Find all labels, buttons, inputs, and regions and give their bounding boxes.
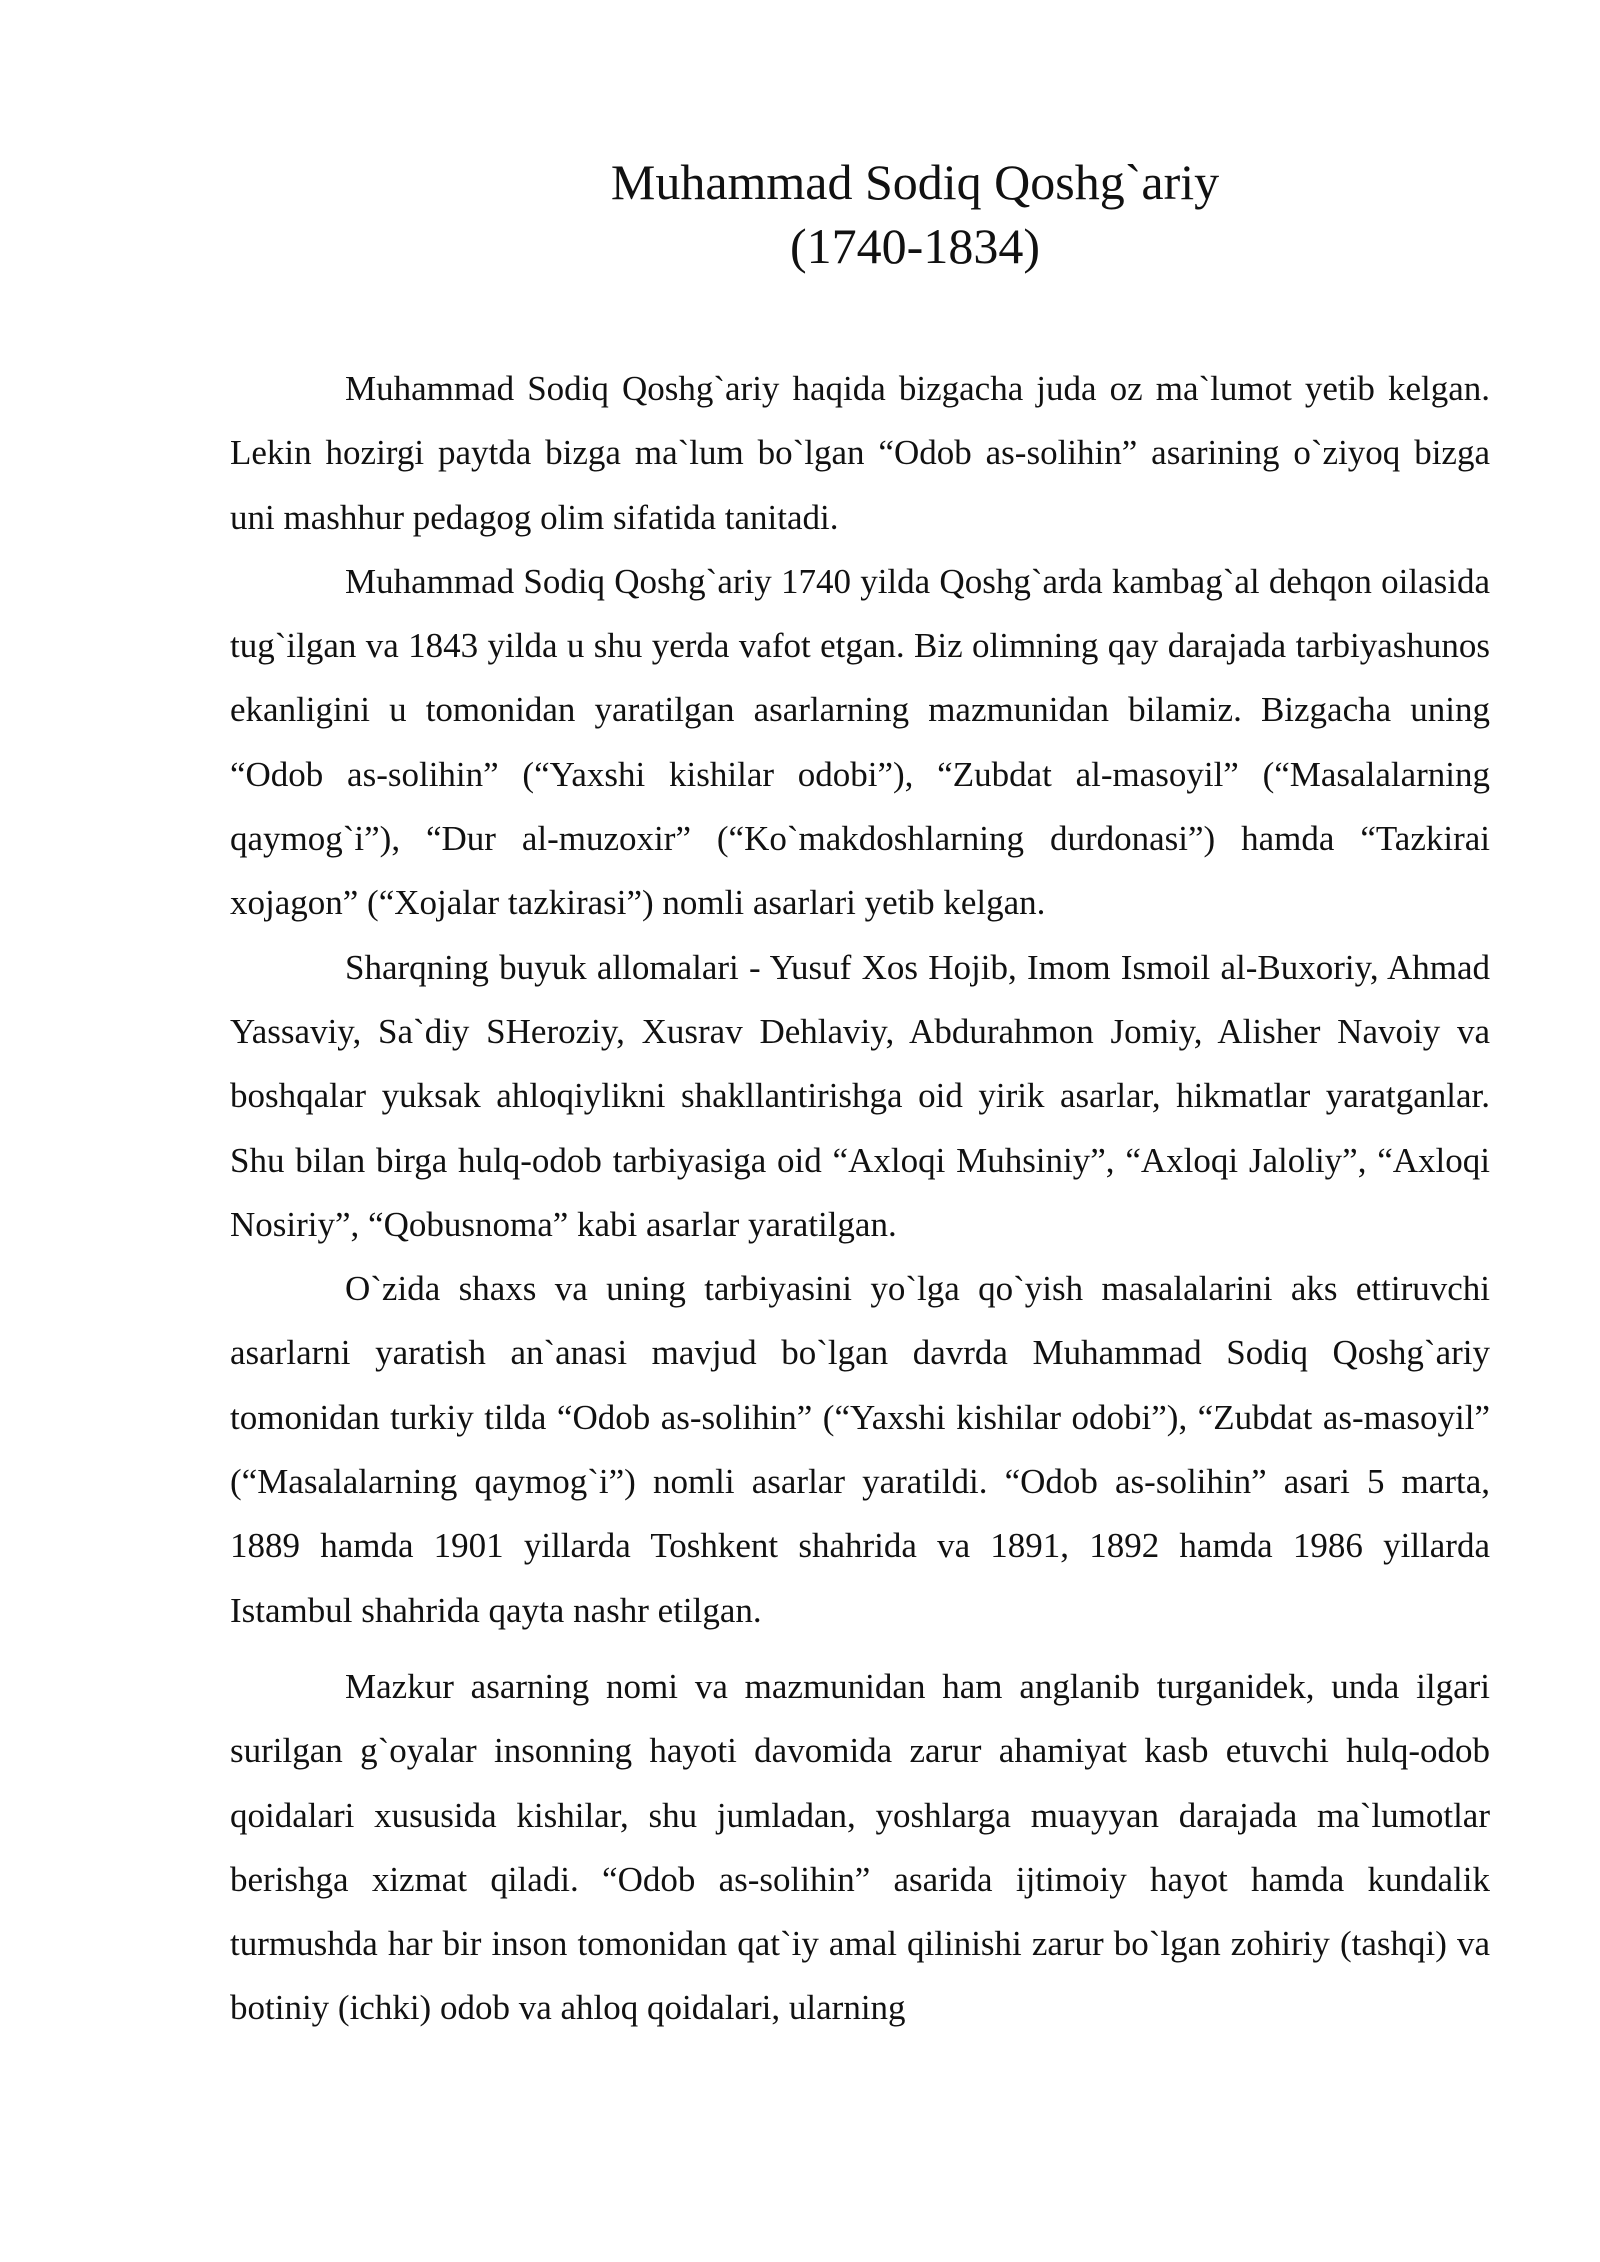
document-title: Muhammad Sodiq Qoshg`ariy xyxy=(610,154,1220,210)
paragraph-3: Sharqning buyuk allomalari - Yusuf Xos Hojib, Imom Ismoil al-Buxoriy, Ahmad Yassaviy, Sa`diy SHeroziy, Xusrav Dehlaviy, Abdurahmon Jomiy, Alisher Navoiy va boshqalar yuksak ahloqiylikni shakllantirishga oid yirik asarlar, hikmatlar yaratganlar. Shu bilan birga hulq-odob tarbiyasiga oid “Axloqi Muhsiniy”, “Axloqi Jaloliy”, “Axloqi Nosiriy”, “Qobusnoma” kabi asarlar yaratilgan. xyxy=(230,947,1490,1244)
document-subtitle: (1740-1834) xyxy=(790,218,1040,274)
document-body xyxy=(230,357,1490,2041)
paragraph-2: Muhammad Sodiq Qoshg`ariy 1740 yilda Qoshg`arda kambag`al dehqon oilasida tug`ilgan va 1843 yilda u shu yerda vafot etgan. Biz olimning qay darajada tarbiyashunos ekanligini u tomonidan yaratilgan asarlarning mazmunidan bilamiz. Bizgacha uning “Odob as-solihin” (“Yaxshi kishilar odobi”), “Zubdat al-masoyil” (“Masalalarning qaymog`i”), “Dur al-muzoxir” (“Ko`makdoshlarning durdonasi”) hamda “Tazkirai xojagon” (“Xojalar tazkirasi”) nomli asarlari yetib kelgan. xyxy=(230,561,1490,923)
title-block xyxy=(230,150,1600,278)
paragraph-1: Muhammad Sodiq Qoshg`ariy haqida bizgacha juda oz ma`lumot yetib kelgan. Lekin hozirgi paytda bizga ma`lum bo`lgan “Odob as-solihin” asarining o`ziyoq bizga uni mashhur pedagog olim sifatida tanitadi. xyxy=(230,369,1490,537)
paragraph-4: O`zida shaxs va uning tarbiyasini yo`lga qo`yish masalalarini aks ettiruvchi asarlarni yaratish an`anasi mavjud bo`lgan davrda Muhammad Sodiq Qoshg`ariy tomonidan turkiy tilda “Odob as-solihin” (“Yaxshi kishilar odobi”), “Zubdat as-masoyil” (“Masalalarning qaymog`i”) nomli asarlar yaratildi. “Odob as-solihin” asari 5 marta, 1889 hamda 1901 yillarda Toshkent shahrida va 1891, 1892 hamda 1986 yillarda Istambul shahrida qayta nashr etilgan. xyxy=(230,1269,1490,1630)
paragraph-5: Mazkur asarning nomi va mazmunidan ham anglanib turganidek, unda ilgari surilgan g`oyalar insonning hayoti davomida zarur ahamiyat kasb etuvchi hulq-odob qoidalari xususida kishilar, shu jumladan, yoshlarga muayyan darajada ma`lumotlar berishga xizmat qiladi. “Odob as-solihin” asarida ijtimoiy hayot hamda kundalik turmushda har bir inson tomonidan qat`iy amal qilinishi zarur bo`lgan zohiriy (tashqi) va botiniy (ichki) odob va ahloq qoidalari, ularning xyxy=(230,1666,1490,2028)
